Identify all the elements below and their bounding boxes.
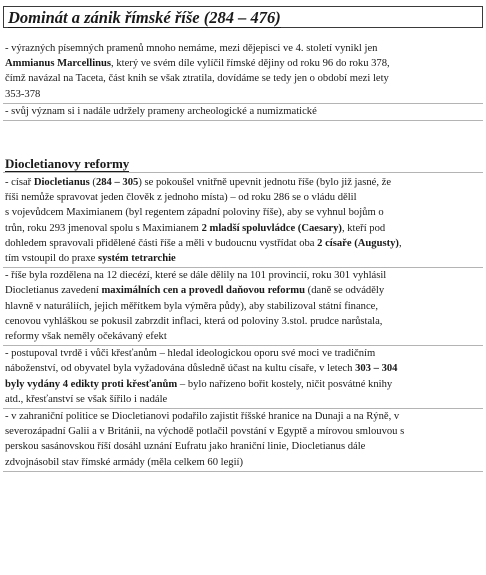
text-line xyxy=(5,205,481,220)
text-run: cenovou vyhláškou se pokusil zabrzdit inflaci, která od poloviny 3.stol. prudce narůstala, xyxy=(5,315,383,327)
document-title: Dominát a zánik římské říše (284 – 476) xyxy=(8,8,281,27)
text-line xyxy=(5,329,481,344)
text-run: říši nemůže spravovat jeden člověk z jednoho místa) – od roku 286 se o vládu dělil xyxy=(5,192,357,204)
text-line xyxy=(5,314,481,329)
text-run: (daně se odváděly xyxy=(305,285,385,297)
paragraph xyxy=(3,104,483,121)
text-line xyxy=(5,251,481,266)
text-run: tím vstoupil do praxe xyxy=(5,253,98,265)
bold-text: 303 – 304 xyxy=(355,363,398,375)
text-run: , který ve svém díle vylíčil římské dějiny od roku 96 do roku 378, xyxy=(111,58,390,70)
section-heading xyxy=(3,156,483,173)
text-line xyxy=(5,283,481,298)
paragraph xyxy=(3,41,483,104)
text-run: reformy však neměly očekávaný efekt xyxy=(5,331,167,343)
bold-text: 2 císaře (Augusty) xyxy=(317,237,399,249)
bold-text: systém tetrarchie xyxy=(97,253,176,265)
text-run: Diocletianus zavedení xyxy=(5,285,102,297)
text-line xyxy=(5,87,481,102)
document-title-box xyxy=(3,6,483,28)
paragraph xyxy=(3,346,483,409)
text-run: ( xyxy=(89,177,96,189)
text-line xyxy=(5,392,481,407)
text-line xyxy=(5,175,481,190)
paragraph xyxy=(3,409,483,472)
text-run: - postupoval tvrdě i vůči křesťanům – hledal ideologickou oporu své moci ve tradičním xyxy=(5,348,376,360)
bold-text: Diocletianus xyxy=(33,177,90,189)
text-line xyxy=(5,236,481,251)
text-run: - v zahraniční politice se Diocletianovi podařilo zajistit říšské hranice na Dunaji a na Rýně, v xyxy=(5,411,400,423)
text-line xyxy=(5,56,481,71)
text-run: náboženství, od obyvatel byla vyžadována důsledně účast na kultu císaře, v letech xyxy=(5,363,356,375)
text-line xyxy=(5,424,481,439)
section-gap xyxy=(3,121,483,156)
text-run: hlavně v naturáliích, jejich měřítkem byla výměra půdy), aby stabilizoval státní finance, xyxy=(5,300,379,312)
text-run: zdvojnásobil stav římské armády (měla celkem 60 legií) xyxy=(5,456,243,468)
text-line xyxy=(5,455,481,470)
text-line xyxy=(5,409,481,424)
text-run: - říše byla rozdělena na 12 diecézí, které se dále dělily na 101 provincií, roku 301 vyhlásil xyxy=(5,270,387,282)
paragraph xyxy=(3,175,483,268)
text-run: , kteří pod xyxy=(341,222,386,234)
text-run: atd., křesťanství se však šířilo i nadále xyxy=(5,393,168,405)
text-run: trůn, roku 293 jmenoval spolu s Maximianem xyxy=(5,222,202,234)
bold-text: maximálních cen a provedl daňovou reformu xyxy=(101,285,306,297)
text-run: , xyxy=(398,237,402,249)
bold-text: byly vydány 4 edikty proti křesťanům xyxy=(5,378,178,390)
text-run: čímž navázal na Taceta, část knih se však ztratila, dovídáme se tedy jen o období mezi lety xyxy=(5,73,389,85)
document-page xyxy=(3,6,483,472)
paragraph xyxy=(3,268,483,346)
text-run: – bylo nařízeno bořit kostely, ničit posvátné knihy xyxy=(177,378,393,390)
text-line xyxy=(5,41,481,56)
text-run: perskou sasánovskou říší dosáhl uznání Eufratu jako hraniční linie, Diocletianus dále xyxy=(5,441,366,453)
text-line xyxy=(5,268,481,283)
text-line xyxy=(5,377,481,392)
text-run: - svůj význam si i nadále udržely prameny archeologické a numizmatické xyxy=(5,105,317,117)
bold-text: Ammianus Marcellinus xyxy=(5,58,112,70)
section-heading-text: Diocletianovy reformy xyxy=(5,156,130,172)
bold-text: 284 – 305 xyxy=(95,177,139,189)
text-line xyxy=(5,346,481,361)
text-line xyxy=(5,299,481,314)
text-run: - výrazných písemných pramenů mnoho nemáme, mezi dějepisci ve 4. století vynikl jen xyxy=(5,43,378,54)
reform-paragraphs xyxy=(3,175,483,472)
text-run: 353-378 xyxy=(5,88,41,100)
text-line xyxy=(5,361,481,376)
text-run: ) se pokoušel vnitřně upevnit jednotu říše (bylo již jasné, že xyxy=(138,177,392,189)
text-line xyxy=(5,104,481,119)
text-line xyxy=(5,190,481,205)
intro-section xyxy=(3,41,483,121)
text-run: severozápadní Galii a v Británii, na východě potlačil povstání v Egyptě a mírovou smlouvou s xyxy=(5,426,405,438)
text-line xyxy=(5,221,481,236)
bold-text: 2 mladší spoluvládce (Caesary) xyxy=(201,222,342,234)
text-line xyxy=(5,439,481,454)
text-line xyxy=(5,71,481,86)
text-run: s vojevůdcem Maximianem (byl regentem západní poloviny říše), aby se vyhnul bojům o xyxy=(5,207,384,219)
text-run: - císař xyxy=(5,177,34,189)
text-run: dohledem spravovali přidělené části říše a měli v budoucnu vystřídat oba xyxy=(5,237,318,249)
